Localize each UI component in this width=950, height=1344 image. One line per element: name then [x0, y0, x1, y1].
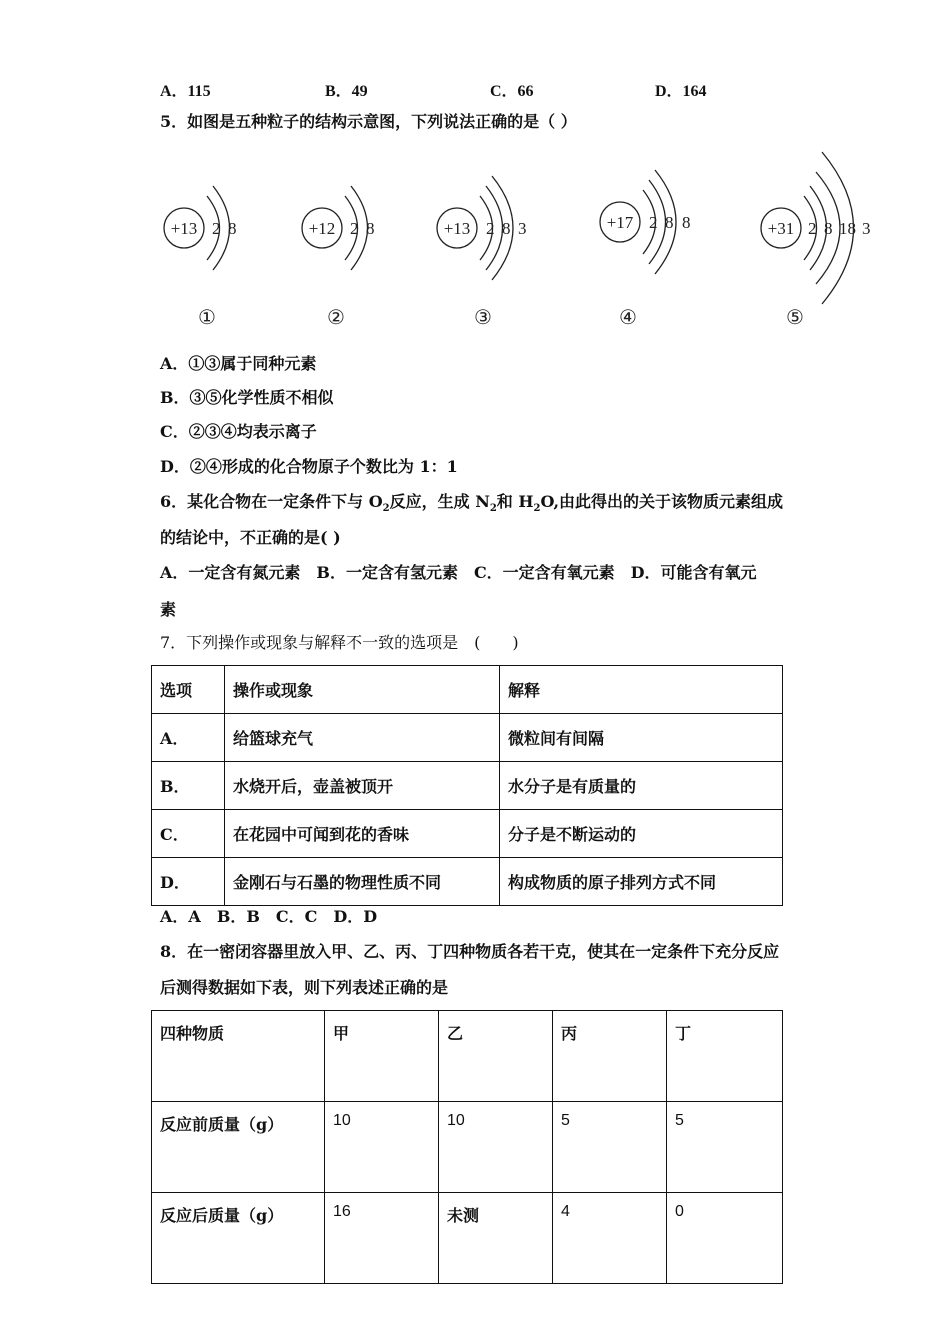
label-3: ③ — [474, 307, 492, 329]
q6-stem: 6．某化合物在一定条件下与 $O_2$反应，生成 $N_2$和 $H_2O$,由此得出的关于该物质元素组成 — [160, 492, 784, 515]
nucleus-2: +12 — [308, 219, 336, 238]
table-cell: 未测 — [439, 1193, 553, 1284]
q8-stem-line1: 8．在一密闭容器里放入甲、乙、丙、丁四种物质各若干克，使其在一定条件下充分反应 — [160, 942, 780, 961]
table-row — [152, 810, 783, 858]
table-header-row — [152, 1011, 783, 1102]
table-cell: 分子是不断运动的 — [500, 810, 783, 858]
table-row — [152, 762, 783, 810]
table-cell: B． — [152, 762, 225, 810]
q5-stem: 5．如图是五种粒子的结构示意图，下列说法正确的是（ ） — [160, 112, 577, 131]
label-5: ⑤ — [786, 307, 804, 329]
table-cell: 10 — [325, 1102, 439, 1193]
q7-options: A．A B．B C．C D．D — [160, 907, 378, 926]
table-cell: 5 — [553, 1102, 667, 1193]
q8-table — [151, 1010, 783, 1284]
shell-4-1: 2 — [649, 213, 658, 232]
label-4: ④ — [619, 307, 637, 329]
table-cell: A． — [152, 714, 225, 762]
table-cell: 给篮球充气 — [225, 714, 500, 762]
shell-3-3: 3 — [518, 219, 527, 238]
shell-4-2: 8 — [665, 213, 674, 232]
table-cell: 反应前质量（g） — [152, 1102, 325, 1193]
table-header-cell: 解释 — [500, 666, 783, 714]
nucleus-3: +13 — [443, 219, 471, 238]
table-header-cell: 丁 — [667, 1011, 783, 1102]
table-cell: 微粒间有间隔 — [500, 714, 783, 762]
nucleus-1: +13 — [170, 219, 198, 238]
nucleus-5: +31 — [767, 219, 795, 238]
q6-options: A．一定含有氮元素 B．一定含有氢元素 C．一定含有氧元素 D．可能含有氧元 — [160, 563, 757, 582]
shell-5-3: 18 — [839, 219, 856, 238]
q4-option-d: D．164 — [655, 83, 707, 100]
nucleus-4: +17 — [606, 213, 634, 232]
shell-5-4: 3 — [862, 219, 871, 238]
shell-3-1: 2 — [486, 219, 495, 238]
table-cell: D． — [152, 858, 225, 906]
table-cell: 在花园中可闻到花的香味 — [225, 810, 500, 858]
table-row — [152, 1193, 783, 1284]
q8-stem-line2: 后测得数据如下表，则下列表述正确的是 — [160, 978, 449, 997]
q7-table — [151, 665, 783, 906]
table-cell: 水分子是有质量的 — [500, 762, 783, 810]
table-cell: 10 — [439, 1102, 553, 1193]
table-cell: 构成物质的原子排列方式不同 — [500, 858, 783, 906]
shell-1-2: 8 — [228, 219, 237, 238]
table-cell: 反应后质量（g） — [152, 1193, 325, 1284]
table-row — [152, 858, 783, 906]
table-cell: 0 — [667, 1193, 783, 1284]
q4-option-a: A．115 — [160, 83, 211, 100]
table-cell: 水烧开后，壶盖被顶开 — [225, 762, 500, 810]
q5-option-a: A．①③属于同种元素 — [160, 354, 317, 373]
shell-2-1: 2 — [350, 219, 359, 238]
table-header-cell: 乙 — [439, 1011, 553, 1102]
shell-2-2: 8 — [366, 219, 375, 238]
table-header-cell: 操作或现象 — [225, 666, 500, 714]
table-cell: 16 — [325, 1193, 439, 1284]
table-header-cell: 丙 — [553, 1011, 667, 1102]
label-2: ② — [327, 307, 345, 329]
particle-diagrams — [0, 150, 950, 330]
label-1: ① — [198, 307, 216, 329]
shell-4-3: 8 — [682, 213, 691, 232]
table-header-row — [152, 666, 783, 714]
table-header-cell: 四种物质 — [152, 1011, 325, 1102]
table-cell: 4 — [553, 1193, 667, 1284]
table-header-cell: 甲 — [325, 1011, 439, 1102]
table-header-cell: 选项 — [152, 666, 225, 714]
q6-stem-line2: 的结论中，不正确的是( ) — [160, 528, 341, 547]
table-cell: 金刚石与石墨的物理性质不同 — [225, 858, 500, 906]
q5-option-d: D．②④形成的化合物原子个数比为 1：1 — [160, 457, 458, 476]
table-cell: 5 — [667, 1102, 783, 1193]
q4-option-b: B．49 — [325, 83, 368, 100]
q7-stem: 7．下列操作或现象与解释不一致的选项是 ( ) — [160, 633, 519, 652]
q5-option-b: B．③⑤化学性质不相似 — [160, 388, 334, 407]
q5-option-c: C．②③④均表示离子 — [160, 422, 317, 441]
q4-option-c: C．66 — [490, 83, 534, 100]
table-cell: C． — [152, 810, 225, 858]
shell-5-1: 2 — [808, 219, 817, 238]
table-row — [152, 1102, 783, 1193]
shell-1-1: 2 — [212, 219, 221, 238]
table-row — [152, 714, 783, 762]
shell-5-2: 8 — [824, 219, 833, 238]
q6-options-wrap: 素 — [160, 600, 177, 619]
shell-3-2: 8 — [502, 219, 511, 238]
